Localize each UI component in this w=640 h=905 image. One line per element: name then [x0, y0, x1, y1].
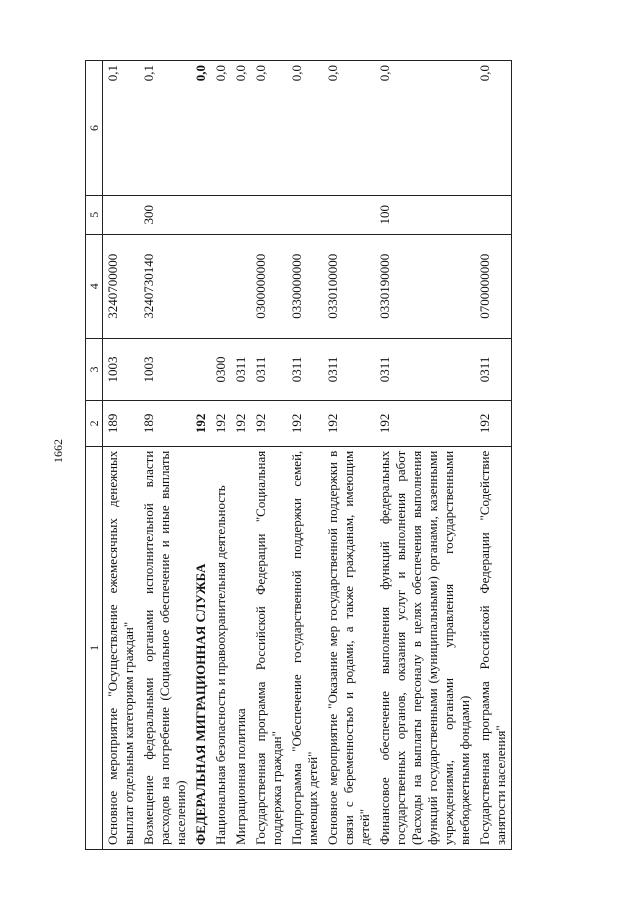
row-target-code: 0700000000 — [475, 234, 512, 338]
table-row — [475, 61, 512, 850]
row-target-code — [211, 234, 231, 338]
row-target-code: 3240700000 — [103, 234, 140, 338]
row-name: Национальная безопасность и правоохранительная деятельность — [211, 446, 231, 849]
table-row — [375, 61, 475, 850]
row-ministry-code: 192 — [191, 401, 211, 447]
table-row — [251, 61, 287, 850]
row-amount: 0,0 — [287, 61, 323, 196]
row-ministry-code: 192 — [323, 401, 375, 447]
page-number: 1662 — [51, 439, 65, 463]
row-amount: 0,0 — [211, 61, 231, 196]
row-amount: 0,0 — [231, 61, 251, 196]
row-amount: 0,0 — [251, 61, 287, 196]
row-target-code: 0300000000 — [251, 234, 287, 338]
row-section-code: 0311 — [287, 338, 323, 400]
table-row — [103, 61, 140, 850]
row-ministry-code: 192 — [475, 401, 512, 447]
row-section-code: 0311 — [231, 338, 251, 400]
row-target-code — [191, 234, 211, 338]
row-section-code: 1003 — [139, 338, 191, 400]
row-ministry-code: 192 — [375, 401, 475, 447]
table-row — [323, 61, 375, 850]
row-expense-type — [251, 195, 287, 234]
row-ministry-code: 189 — [139, 401, 191, 447]
row-amount: 0,0 — [191, 61, 211, 196]
row-amount: 0,0 — [475, 61, 512, 196]
row-section-code: 0311 — [475, 338, 512, 400]
row-ministry-code: 189 — [103, 401, 140, 447]
row-target-code: 0330100000 — [323, 234, 375, 338]
table-row — [211, 61, 231, 850]
row-name: Подпрограмма "Обеспечение государственной поддержки семей, имеющих детей" — [287, 446, 323, 849]
row-section-code: 0311 — [375, 338, 475, 400]
row-target-code — [231, 234, 251, 338]
row-expense-type — [475, 195, 512, 234]
row-name: Возмещение федеральными органами исполнительной власти расходов на погребение (Социальное обеспечение и иные выплаты населению) — [139, 446, 191, 849]
row-name: Финансовое обеспечение выполнения функций федеральных государственных органов, оказания услуг и выполнения работ (Расходы на выплаты персоналу в целях обеспечения выполнения функций государственными (муниципальными) органами, казенными учреждениями, органами управления государственными внебюджетными фондами) — [375, 446, 475, 849]
row-ministry-code: 192 — [287, 401, 323, 447]
rotated-page-content — [85, 60, 592, 850]
row-expense-type: 300 — [139, 195, 191, 234]
column-header-3: 3 — [86, 338, 103, 400]
row-ministry-code: 192 — [251, 401, 287, 447]
row-name: Государственная программа Российской Федерации "Социальная поддержка граждан" — [251, 446, 287, 849]
row-amount: 0,1 — [139, 61, 191, 196]
row-expense-type — [191, 195, 211, 234]
row-section-code: 0300 — [211, 338, 231, 400]
row-expense-type — [231, 195, 251, 234]
row-amount: 0,0 — [375, 61, 475, 196]
table-row — [231, 61, 251, 850]
column-header-1: 1 — [86, 446, 103, 849]
table-row — [139, 61, 191, 850]
row-expense-type: 100 — [375, 195, 475, 234]
row-section-code: 1003 — [103, 338, 140, 400]
budget-table — [85, 60, 512, 850]
row-section-code: 0311 — [323, 338, 375, 400]
column-header-4: 4 — [86, 234, 103, 338]
row-name: ФЕДЕРАЛЬНАЯ МИГРАЦИОННАЯ СЛУЖБА — [191, 446, 211, 849]
row-expense-type — [323, 195, 375, 234]
row-target-code: 0330000000 — [287, 234, 323, 338]
row-expense-type — [287, 195, 323, 234]
column-header-2: 2 — [86, 401, 103, 447]
row-expense-type — [103, 195, 140, 234]
column-header-5: 5 — [86, 195, 103, 234]
row-name: Основное мероприятие "Оказание мер государственной поддержки в связи с беременностью и родами, а также гражданам, имеющим детей" — [323, 446, 375, 849]
row-name: Основное мероприятие "Осуществление ежемесячных денежных выплат отдельным категориям граждан" — [103, 446, 140, 849]
table-row — [287, 61, 323, 850]
row-amount: 0,1 — [103, 61, 140, 196]
table-header-row — [86, 61, 103, 850]
row-name: Государственная программа Российской Федерации "Содействие занятости населения" — [475, 446, 512, 849]
row-name: Миграционная политика — [231, 446, 251, 849]
row-expense-type — [211, 195, 231, 234]
row-ministry-code: 192 — [231, 401, 251, 447]
row-amount: 0,0 — [323, 61, 375, 196]
row-target-code: 3240730140 — [139, 234, 191, 338]
row-section-code — [191, 338, 211, 400]
row-section-code: 0311 — [251, 338, 287, 400]
row-ministry-code: 192 — [211, 401, 231, 447]
table-row — [191, 61, 211, 850]
column-header-6: 6 — [86, 61, 103, 196]
row-target-code: 0330190000 — [375, 234, 475, 338]
